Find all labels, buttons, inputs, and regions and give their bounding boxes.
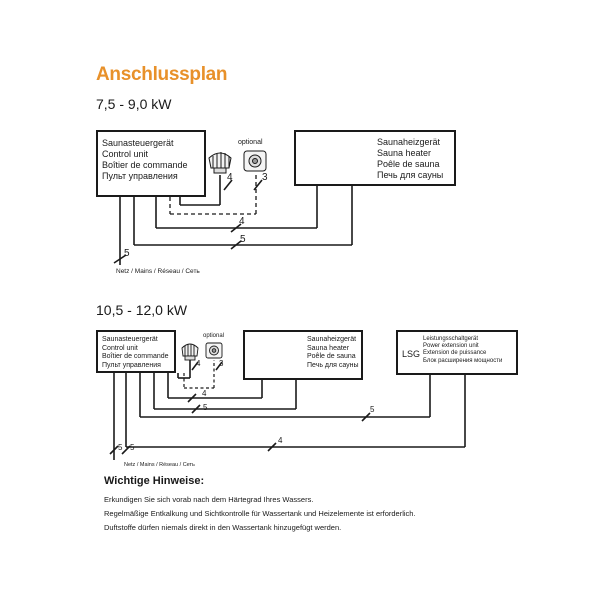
d2-extension-label-fr: Extension de puissance — [423, 350, 487, 357]
diagram1-heading: 7,5 - 9,0 kW — [96, 96, 172, 112]
d2-extension-label-de: Leistungsschaltgerät — [423, 336, 479, 342]
d1-temperature-sensor-icon — [209, 152, 231, 173]
d2-control-unit-label-fr: Boîtier de commande — [102, 353, 169, 361]
d2-mains-label: Netz / Mains / Réseau / Сеть — [124, 462, 195, 468]
d1-optional-label: optional — [238, 139, 263, 146]
d1-control-unit-label-ru: Пульт управления — [102, 171, 178, 181]
d2-heater-label-fr: Poêle de sauna — [307, 353, 356, 361]
d2-wire-label-5b: 5 — [370, 405, 375, 414]
d1-wire-label-mains: 5 — [124, 248, 130, 259]
d1-control-unit-label-de: Saunasteuergerät — [102, 138, 174, 148]
d2-wire-label-sensor: 4 — [196, 359, 201, 368]
d1-wire-label-heater-4: 4 — [239, 216, 245, 227]
d2-control-unit-label-de: Saunasteuergerät — [102, 336, 158, 343]
d1-control-unit-box — [96, 130, 206, 197]
note-line-3: Duftstoffe dürfen niemals direkt in den Wassertank hinzugefügt werden. — [104, 523, 342, 532]
note-line-1: Erkundigen Sie sich vorab nach dem Härtegrad Ihres Wassers. — [104, 495, 314, 504]
d2-wire-label-mains-b: 5 — [130, 443, 135, 452]
d2-wire-label-4a: 4 — [202, 389, 207, 398]
d2-wire-label-mains-a: 5 — [118, 443, 123, 452]
d2-control-unit-box — [96, 330, 176, 373]
d1-heater-label-de: Saunaheizgerät — [377, 137, 441, 147]
d2-extension-label-ru: Блок расширения мощности — [423, 357, 503, 364]
d1-control-unit-label-fr: Boîtier de commande — [102, 160, 188, 170]
d1-wire-label-sensor: 4 — [227, 172, 233, 183]
d1-heater-label-fr: Poêle de sauna — [377, 159, 440, 169]
d1-optional-sensor-icon — [244, 151, 266, 171]
d1-heater-label-en: Sauna heater — [377, 148, 432, 158]
d2-control-unit-label-en: Control unit — [102, 344, 138, 352]
d2-wire-label-4b: 4 — [278, 436, 283, 445]
d2-heater-label-en: Sauna heater — [307, 344, 350, 352]
d1-control-unit-label-en: Control unit — [102, 149, 149, 159]
d2-wire-label-optional: 3 — [219, 359, 224, 368]
page-title: Anschlussplan — [96, 64, 228, 85]
note-line-2: Regelmäßige Entkalkung und Sichtkontrolle für Wassertank und Heizelemente ist erforderlich. — [104, 509, 416, 518]
d1-mains-label: Netz / Mains / Réseau / Сеть — [116, 268, 200, 275]
d2-control-unit-label-ru: Пульт управления — [102, 361, 161, 369]
d1-wire-label-heater-5: 5 — [240, 234, 246, 245]
d2-heater-box — [243, 330, 363, 380]
d1-heater-box — [294, 130, 456, 186]
d2-extension-label-en: Power extension unit — [423, 343, 479, 350]
d2-temperature-sensor-icon — [182, 344, 198, 360]
d2-optional-sensor-icon — [206, 343, 222, 358]
d2-extension-box — [396, 330, 518, 375]
d2-wire-label-5a: 5 — [203, 403, 208, 412]
d1-slash-opt — [254, 180, 262, 190]
d2-heater-label-de: Saunaheizgerät — [307, 336, 357, 343]
d1-heater-label-ru: Печь для сауны — [377, 170, 444, 180]
notes-title: Wichtige Hinweise: — [104, 475, 205, 487]
d1-wire-label-optional: 3 — [262, 172, 268, 183]
d2-lsg-label: LSG — [402, 349, 421, 359]
d2-heater-label-ru: Печь для сауны — [307, 361, 359, 369]
d2-optional-label: optional — [203, 333, 225, 339]
diagram2-heading: 10,5 - 12,0 kW — [96, 302, 188, 318]
